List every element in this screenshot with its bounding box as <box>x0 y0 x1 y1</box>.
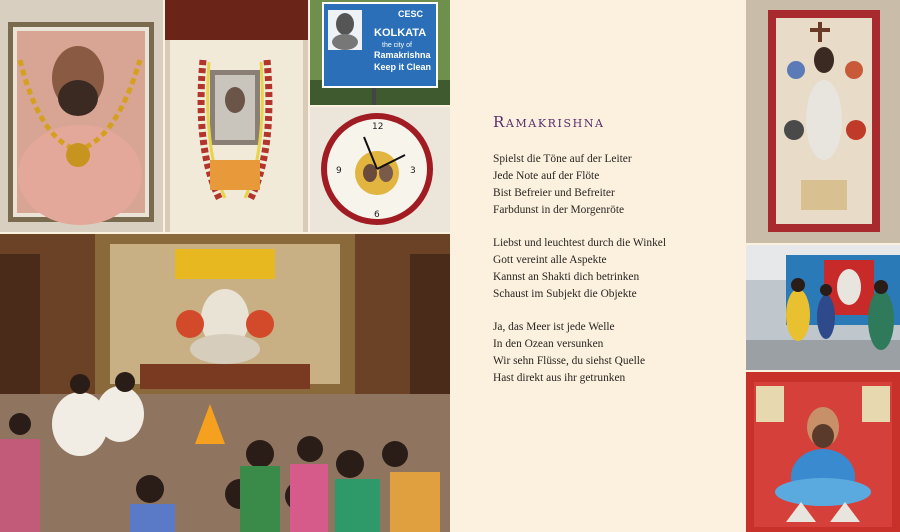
poem-line: Schaust im Subjekt die Objekte <box>493 288 637 300</box>
kolkata-sign-photo <box>310 0 450 105</box>
poem-line: Kannst an Shakti dich betrinken <box>493 271 640 283</box>
sign-title: KOLKATA <box>374 27 427 39</box>
poem-stanza-1 <box>493 151 733 219</box>
svg-text:12: 12 <box>372 122 384 132</box>
garlanded-altar-photo <box>165 0 308 232</box>
poem-line: Farbdunst in der Morgenröte <box>493 204 625 216</box>
sign-org: CESC <box>398 9 424 19</box>
poem-line: Ja, das Meer ist jede Welle <box>493 321 615 333</box>
poem-stanza-2 <box>493 235 733 303</box>
svg-text:6: 6 <box>374 210 380 220</box>
svg-text:3: 3 <box>410 166 416 176</box>
metro-station-photo <box>746 245 900 370</box>
wall-clock-photo <box>310 107 450 232</box>
poem-stanza-3 <box>493 319 733 387</box>
poem-title: Ramakrishna <box>493 113 605 131</box>
poem <box>493 113 733 403</box>
poem-line: Bist Befreier und Befreiter <box>493 187 615 199</box>
temple-ceremony-photo <box>0 234 450 532</box>
poem-line: Jede Note auf der Flöte <box>493 170 600 182</box>
sign-line3: Ramakrishna <box>374 50 431 60</box>
interfaith-mural-photo <box>746 0 900 243</box>
portrait-photo <box>0 0 163 232</box>
poem-line: In den Ozean versunken <box>493 338 604 350</box>
sign-line2: the city of <box>382 42 412 49</box>
painted-shrine-photo <box>746 372 900 532</box>
poem-line: Spielst die Töne auf der Leiter <box>493 153 632 165</box>
sign-line4: Keep it Clean <box>374 62 432 72</box>
poem-line: Wir sehn Flüsse, du siehst Quelle <box>493 355 646 367</box>
svg-text:9: 9 <box>336 166 342 176</box>
poem-line: Liebst und leuchtest durch die Winkel <box>493 237 666 249</box>
poem-line: Gott vereint alle Aspekte <box>493 254 607 266</box>
poem-line: Hast direkt aus ihr getrunken <box>493 372 626 384</box>
